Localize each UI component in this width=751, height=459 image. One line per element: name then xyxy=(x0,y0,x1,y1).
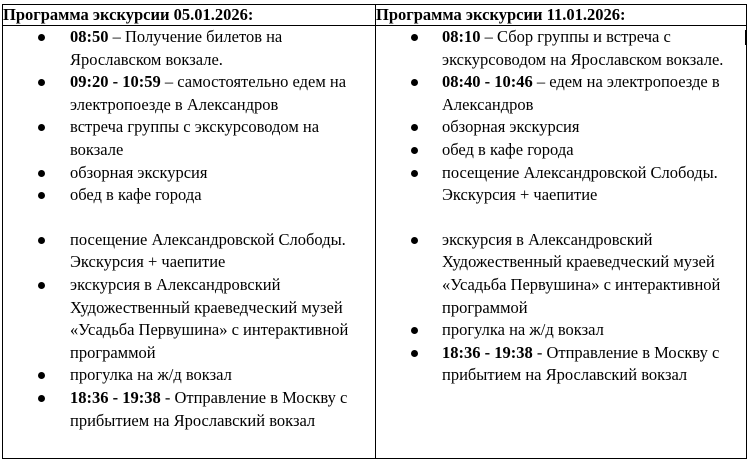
item-text: посещение Александровской Слободы. Экскурсия + чаепитие xyxy=(70,229,346,272)
item-text: экскурсия в Александровский Художественный краеведческий музей «Усадьба Первушина» с интерактивной программой xyxy=(70,274,349,362)
item-text: – самостоятельно едем на электропоезде в Александров xyxy=(70,72,347,114)
table-header-row xyxy=(3,5,747,26)
bullet-icon xyxy=(411,170,418,177)
item-text: – едем на электропоезде в Александров xyxy=(442,72,720,114)
item-time: 09:20 - 10:59 xyxy=(70,72,161,92)
column-header-jan-05: Программа экскурсии 05.01.2026: xyxy=(3,5,376,26)
item-time: 18:36 - 19:38 xyxy=(442,342,533,362)
bullet-icon xyxy=(411,124,418,131)
list-item xyxy=(376,229,746,319)
table-edge-mark xyxy=(745,30,747,45)
list-item xyxy=(376,71,746,116)
list-item xyxy=(376,319,746,342)
bullet-icon xyxy=(38,34,45,41)
program-list-jan-11 xyxy=(376,26,746,387)
bullet-icon xyxy=(411,79,418,86)
excursion-program-table xyxy=(2,4,747,459)
item-time: 08:10 xyxy=(442,27,481,46)
list-item xyxy=(3,229,375,274)
item-text: обзорная экскурсия xyxy=(70,162,208,182)
item-text: обед в кафе города xyxy=(70,185,202,205)
list-item xyxy=(376,26,746,71)
blank-line xyxy=(3,207,375,229)
list-item xyxy=(3,71,375,116)
list-item xyxy=(3,387,375,432)
bullet-icon xyxy=(411,237,418,244)
item-text: – Получение билетов на Ярославском вокзале. xyxy=(70,27,283,69)
item-text: – Сбор группы и встреча с экскурсоводом на Ярославском вокзале. xyxy=(442,27,724,69)
bullet-icon xyxy=(411,350,418,357)
item-time: 08:50 xyxy=(70,27,109,46)
item-text: - Отправление в Москву с прибытием на Ярославский вокзал xyxy=(442,342,720,385)
bullet-icon xyxy=(411,147,418,154)
bullet-icon xyxy=(38,282,45,289)
list-item xyxy=(376,116,746,139)
item-text: встреча группы с экскурсоводом на вокзале xyxy=(70,117,320,159)
list-item xyxy=(376,139,746,162)
bullet-icon xyxy=(411,327,418,334)
blank-line xyxy=(376,207,746,229)
list-item xyxy=(3,162,375,185)
program-cell-jan-05 xyxy=(3,26,376,459)
program-list-jan-05 xyxy=(3,26,375,432)
bullet-icon xyxy=(38,79,45,86)
bullet-icon xyxy=(38,372,45,379)
list-item xyxy=(3,26,375,71)
table-body-row xyxy=(3,26,747,459)
item-text: обзорная экскурсия xyxy=(442,117,580,137)
bullet-icon xyxy=(38,237,45,244)
column-header-jan-11: Программа экскурсии 11.01.2026: xyxy=(376,5,747,26)
program-cell-jan-11 xyxy=(376,26,747,459)
item-text: - Отправление в Москву с прибытием на Ярославский вокзал xyxy=(70,387,348,430)
bullet-icon xyxy=(38,192,45,199)
item-time: 08:40 - 10:46 xyxy=(442,72,533,92)
list-item xyxy=(3,184,375,207)
item-text: обед в кафе города xyxy=(442,139,574,159)
item-text: экскурсия в Александровский Художественный краеведческий музей «Усадьба Первушина» с интерактивной программой xyxy=(442,229,721,317)
list-item xyxy=(3,364,375,387)
item-text: прогулка на ж/д вокзал xyxy=(442,320,604,340)
list-item xyxy=(376,162,746,207)
bullet-icon xyxy=(38,170,45,177)
bullet-icon xyxy=(38,124,45,131)
item-text: прогулка на ж/д вокзал xyxy=(70,365,232,385)
list-item xyxy=(3,274,375,364)
item-text: посещение Александровской Слободы. Экскурсия + чаепитие xyxy=(442,162,718,205)
list-item xyxy=(376,342,746,387)
bullet-icon xyxy=(38,395,45,402)
item-time: 18:36 - 19:38 xyxy=(70,387,161,407)
list-item xyxy=(3,116,375,161)
bullet-icon xyxy=(411,34,418,41)
